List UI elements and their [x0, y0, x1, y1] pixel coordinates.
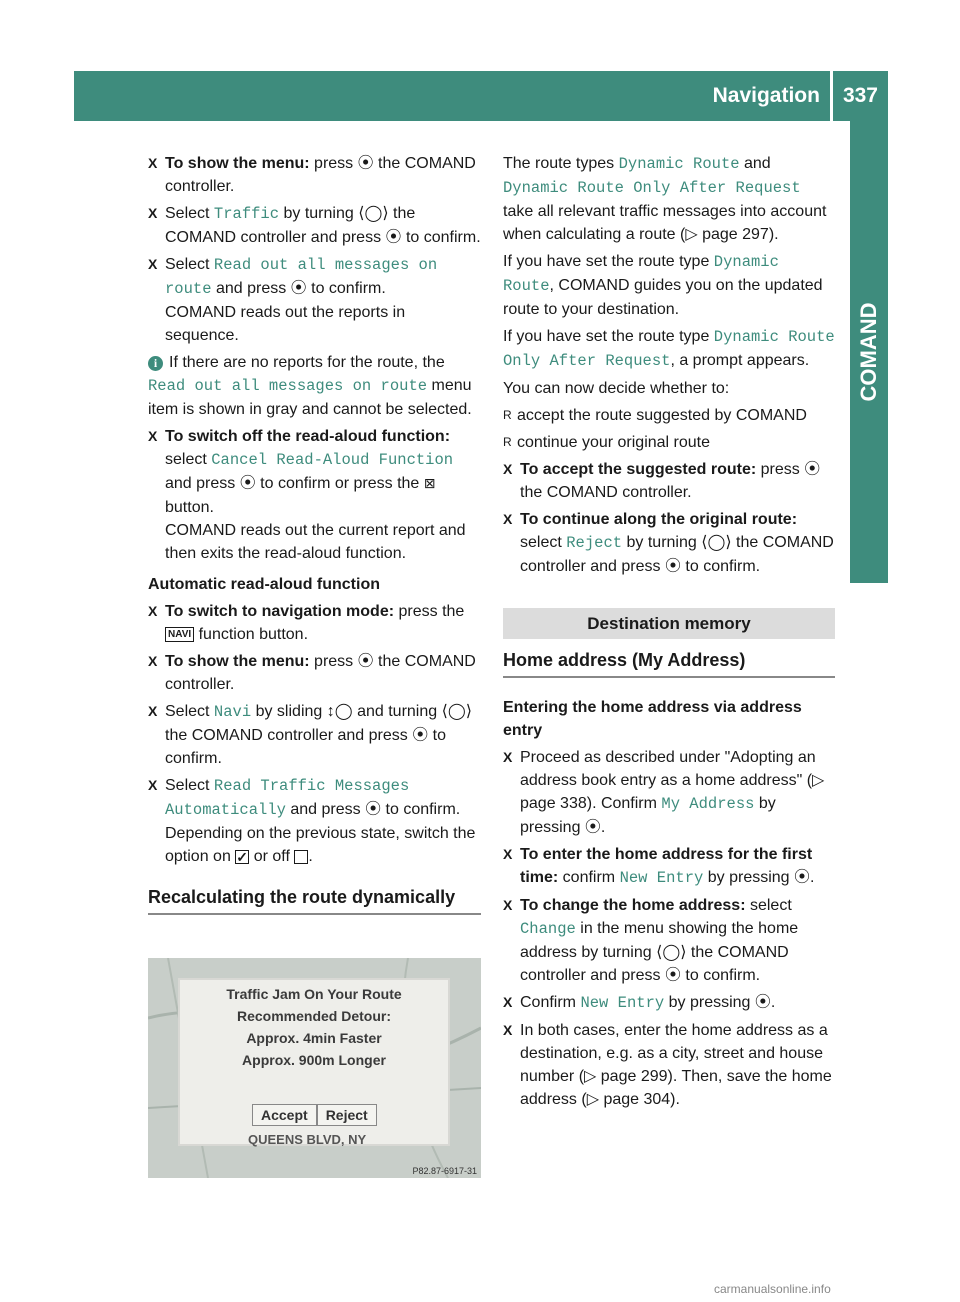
- dialog-buttons: [252, 1104, 377, 1126]
- reject-button[interactable]: Reject: [317, 1104, 377, 1126]
- step-label: To show the menu:: [165, 155, 310, 172]
- step-text: by pressing ⦿.: [703, 869, 815, 886]
- step-text: in the menu showing the home address by turning ⟨◯⟩ the COMAND controller and press ⦿ to confirm.: [520, 920, 799, 984]
- menu-item-cancel: Cancel Read-Aloud Function: [211, 451, 454, 469]
- step-label: To continue along the original route:: [520, 511, 798, 528]
- dialog-text: Approx. 4min Faster: [246, 1030, 382, 1046]
- step-label: To show the menu:: [165, 653, 310, 670]
- step-text: press ⦿ the COMAND controller.: [520, 461, 821, 501]
- step-text: function button.: [194, 626, 309, 643]
- step-text: or off: [249, 848, 295, 865]
- step-continue-route: [503, 508, 835, 578]
- comand-screenshot: [148, 958, 481, 1178]
- step-text: Select: [165, 703, 214, 720]
- step-text: and press ⦿ to confirm or press the: [165, 475, 424, 492]
- info-note: [148, 351, 481, 421]
- step-confirm-new-entry: [503, 991, 835, 1015]
- list-item: R continue your original route: [503, 431, 835, 454]
- checkbox-off-icon: [294, 850, 308, 864]
- step-change-home: [503, 894, 835, 987]
- text: If you have set the route type: [503, 328, 714, 345]
- step-text: by turning ⟨◯⟩ the COMAND controller and press ⦿ to confirm.: [165, 205, 481, 246]
- step-text: by pressing ⦿.: [664, 994, 776, 1011]
- step-text: by turning ⟨◯⟩ the COMAND controller and press ⦿ to confirm.: [520, 534, 834, 575]
- accept-button[interactable]: Accept: [252, 1104, 317, 1126]
- menu-item-traffic: Traffic: [213, 205, 280, 223]
- step-text: select: [520, 534, 567, 551]
- step-text: and press ⦿ to confirm.: [285, 801, 461, 818]
- route-type: Dynamic Route Only After Request: [503, 179, 801, 197]
- info-text: If there are no reports for the route, the: [169, 354, 445, 371]
- step-accept-route: [503, 458, 835, 504]
- step-result: COMAND reads out the reports in sequence.: [165, 304, 406, 344]
- menu-item-new-entry: New Entry: [619, 869, 704, 887]
- step-label: To enter the home address for the first time:: [520, 846, 813, 886]
- step-switch-off: [148, 425, 481, 565]
- step-text: by sliding ↕◯ and turning ⟨◯⟩ the COMAND controller and press ⦿ to confirm.: [165, 703, 472, 767]
- step-enter-destination: X In both cases, enter the home address as a destination, e.g. as a city, street and house number (▷ page 299). Then, save the home address (▷ page 304).: [503, 1019, 835, 1111]
- step-text: select: [165, 451, 212, 468]
- image-reference: P82.87-6917-31: [412, 1166, 477, 1176]
- step-label: To change the home address:: [520, 897, 746, 914]
- paragraph-decide: You can now decide whether to:: [503, 380, 730, 397]
- step-text: button.: [165, 499, 214, 516]
- text: and: [739, 155, 771, 172]
- step-show-menu-2: [148, 650, 481, 696]
- road-label: QUEENS BLVD, NY: [248, 1132, 367, 1147]
- step-text: press ⦿ the COMAND controller.: [165, 155, 476, 195]
- step-first-time: [503, 843, 835, 890]
- step-text: press the: [394, 603, 465, 620]
- step-navi-mode: [148, 600, 481, 646]
- menu-item-new-entry: New Entry: [580, 994, 665, 1012]
- dialog-text: Recommended Detour:: [236, 1008, 392, 1024]
- left-column: [148, 152, 481, 929]
- info-text: menu item is shown in gray and cannot be selected.: [148, 377, 472, 418]
- header-title: Navigation: [712, 84, 820, 107]
- step-text: confirm: [558, 869, 620, 886]
- step-read-traffic: [148, 774, 481, 868]
- page-header: [74, 71, 888, 121]
- menu-item-my-address: My Address: [661, 795, 755, 813]
- menu-item-read-out: Read out all messages on route: [148, 377, 428, 395]
- side-tab: [850, 121, 888, 583]
- heading-automatic: Automatic read-aloud function: [148, 576, 380, 593]
- step-text: Select: [165, 205, 214, 222]
- menu-item-read-out: Read out all messages on route: [165, 256, 438, 298]
- right-column: [503, 152, 835, 1115]
- watermark: carmanualsonline.info: [714, 1282, 831, 1296]
- step-text: Select: [165, 777, 214, 794]
- route-type: Dynamic Route: [618, 155, 740, 173]
- step-select-traffic: [148, 202, 481, 249]
- menu-item-change: Change: [520, 920, 576, 938]
- step-proceed: [503, 746, 835, 839]
- text: , a prompt appears.: [670, 352, 810, 369]
- step-text: Confirm: [520, 994, 581, 1011]
- step-label: To accept the suggested route:: [520, 461, 757, 478]
- menu-item-read-traffic: Read Traffic Messages Automatically: [165, 777, 410, 819]
- step-text: by pressing ⦿.: [520, 795, 776, 836]
- step-show-menu: [148, 152, 481, 198]
- info-icon: i: [148, 356, 163, 371]
- text: take all relevant traffic messages into account when calculating a route (▷ page 297).: [503, 203, 827, 243]
- menu-item-navi: Navi: [213, 703, 252, 721]
- paragraph-route-types: [503, 152, 835, 246]
- side-tab-label: COMAND: [856, 302, 881, 402]
- page-number: 337: [842, 84, 878, 107]
- step-text: Proceed as described under "Adopting an address book entry as a home address" (▷ page 338). Confirm: [520, 749, 825, 812]
- dialog-text: Approx. 900m Longer: [242, 1052, 386, 1068]
- step-select-navi: [148, 700, 481, 770]
- step-text: Depending on the previous state, switch the option on: [165, 825, 476, 865]
- step-text: press ⦿ the COMAND controller.: [165, 653, 476, 693]
- paragraph-after-request: [503, 325, 835, 373]
- navi-key-icon: NAVI: [165, 627, 194, 642]
- heading-home-address: Home address (My Address): [503, 649, 835, 678]
- checkbox-on-icon: [235, 850, 249, 864]
- list-item: R accept the route suggested by COMAND: [503, 404, 835, 427]
- step-text: Select: [165, 256, 214, 273]
- route-type: Dynamic Route Only After Request: [503, 328, 835, 370]
- step-label: To switch to navigation mode:: [165, 603, 395, 620]
- text: If you have set the route type: [503, 253, 714, 270]
- step-label: To switch off the read-aloud function:: [165, 428, 451, 445]
- section-destination-memory: Destination memory: [503, 608, 835, 639]
- step-text: select: [745, 897, 792, 914]
- step-result: COMAND reads out the current report and then exits the read-aloud function.: [165, 522, 466, 562]
- step-read-out: [148, 253, 481, 347]
- step-text: .: [308, 848, 313, 865]
- traffic-dialog: [178, 978, 450, 1146]
- paragraph-dynamic: [503, 250, 835, 321]
- menu-item-reject: Reject: [566, 534, 623, 552]
- text: , COMAND guides you on the updated route to your destination.: [503, 277, 823, 318]
- mute-icon: ⊠: [423, 476, 436, 492]
- dialog-title: Traffic Jam On Your Route: [226, 986, 402, 1002]
- text: The route types: [503, 155, 619, 172]
- step-text: and press ⦿ to confirm.: [211, 280, 386, 297]
- heading-recalculating: Recalculating the route dynamically: [148, 886, 481, 915]
- heading-entering-home: Entering the home address via address entry: [503, 699, 802, 739]
- route-type: Dynamic Route: [503, 253, 779, 295]
